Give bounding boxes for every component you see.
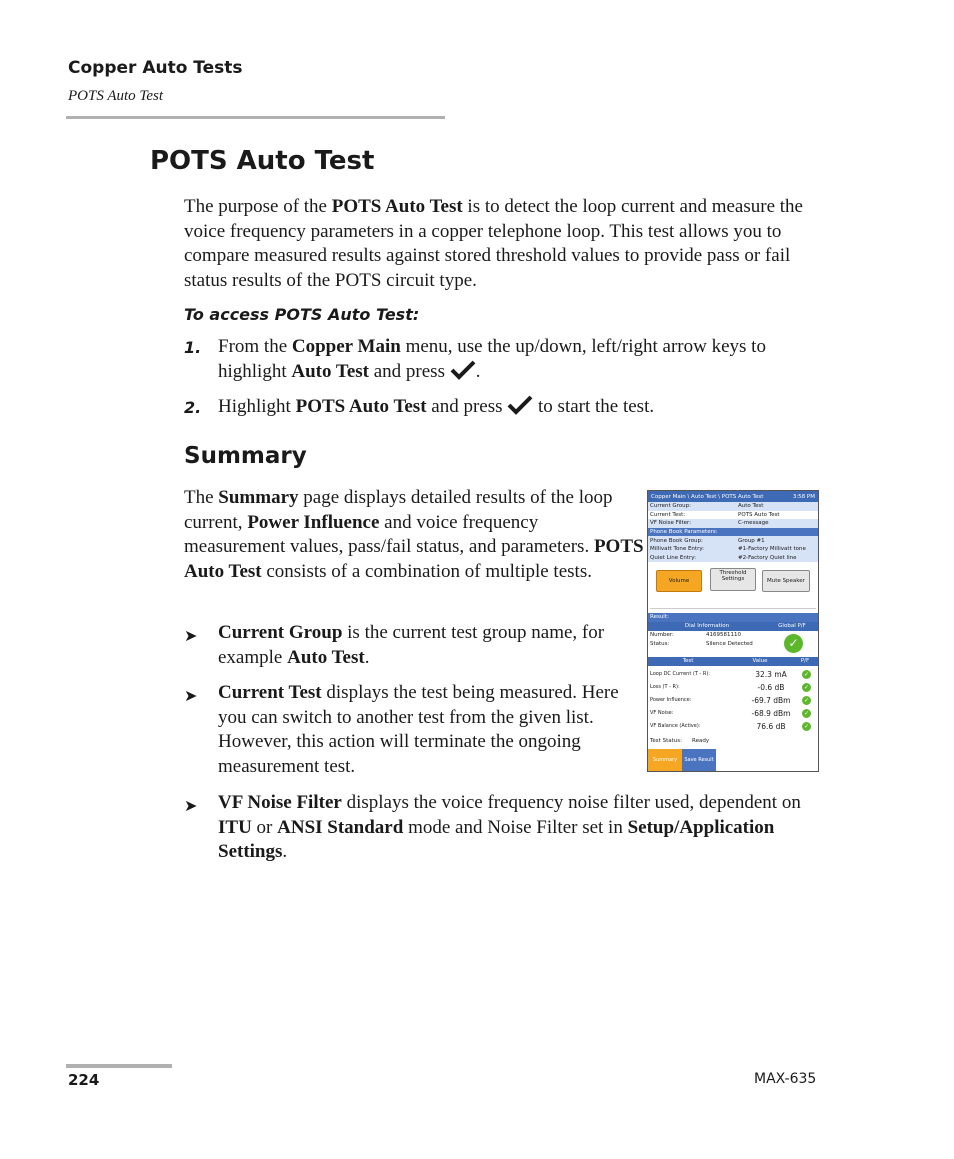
summary-paragraph: The Summary page displays detailed results of the loop current, Power Influence and voice frequency measurement values, pass/fail status, and parameters. POTS Auto Test consists of a combination of multiple tests. <box>184 487 644 582</box>
section-subtitle: POTS Auto Test <box>68 88 164 104</box>
param-value[interactable]: POTS Auto Test <box>738 511 780 518</box>
step-2: Highlight POTS Auto Test and press to start the test. <box>218 396 655 417</box>
bullet-arrow-icon: ➤ <box>184 798 198 815</box>
param-label: Current Test: <box>650 511 686 518</box>
intro-paragraph: The purpose of the POTS Auto Test is to detect the loop current and measure the voice frequency parameters in a copper telephone loop. This test allows you to compare measured results against stored threshold values to provide pass or fail status results of the POTS circuit type. <box>184 196 803 291</box>
global-pf-header: Global P/F <box>778 623 806 630</box>
page-title: POTS Auto Test <box>150 146 375 176</box>
dial-header <box>648 622 818 631</box>
device-screenshot <box>647 490 819 772</box>
test-status-value: Ready <box>692 737 710 744</box>
pass-icon: ✓ <box>803 683 810 691</box>
header-rule <box>66 116 445 119</box>
product-model: MAX-635 <box>754 1071 817 1087</box>
param-value[interactable]: Group #1 <box>738 537 765 544</box>
param-label: Quiet Line Entry: <box>650 554 696 561</box>
checkmark-key-icon <box>507 395 533 415</box>
table-row: VF Noise: -68.9 dBm ✓ <box>650 708 810 718</box>
summary-heading: Summary <box>184 443 307 469</box>
tab-save-result[interactable]: Save Result <box>682 749 716 771</box>
number-label: Number: <box>650 632 674 639</box>
page-number: 224 <box>68 1071 100 1089</box>
threshold-settings-button[interactable]: Threshold Settings <box>710 568 756 591</box>
bullet-current-group: Current Group is the current test group name, for example Auto Test. <box>218 622 605 668</box>
step-number: 1. <box>184 338 202 357</box>
bullet-vf-noise-filter: VF Noise Filter displays the voice frequency noise filter used, dependent on ITU or ANSI Standard mode and Noise Filter set in Setup/Application Settings. <box>218 792 801 863</box>
bullet-current-test: Current Test displays the test being measured. Here you can switch to another test from the given list. However, this action will terminate the ongoing measurement test. <box>218 682 619 777</box>
table-row: VF Balance (Active): 76.6 dB ✓ <box>650 721 810 731</box>
test-status-label: Test Status: <box>650 737 682 744</box>
footer-rule <box>66 1064 172 1068</box>
col-pf: P/F <box>800 658 810 665</box>
device-title-bar <box>648 491 818 502</box>
chapter-title: Copper Auto Tests <box>68 58 243 78</box>
pass-icon: ✓ <box>803 670 810 678</box>
step-number: 2. <box>184 398 202 417</box>
col-test: Test <box>682 658 694 665</box>
param-label: Current Group: <box>650 503 692 510</box>
result-label: Result: <box>650 614 669 621</box>
table-row: Loss (T - R): -0.6 dB ✓ <box>650 682 810 692</box>
col-value: Value <box>752 658 768 665</box>
status-value: Silence Detected <box>706 640 753 647</box>
results-table <box>648 666 818 733</box>
step-1: From the Copper Main menu, use the up/down, left/right arrow keys to highlight Auto Test and press . <box>218 336 766 382</box>
status-label: Status: <box>650 640 670 647</box>
dial-information-header: Dial Information <box>684 623 730 630</box>
table-row: Power Influence: -69.7 dBm ✓ <box>650 695 810 705</box>
param-label: Millivatt Tone Entry: <box>650 546 705 553</box>
device-clock: 3:58 PM <box>792 493 815 500</box>
procedure-heading: To access POTS Auto Test: <box>184 305 420 324</box>
param-value[interactable]: C-message <box>738 520 769 527</box>
bullet-arrow-icon: ➤ <box>184 688 198 705</box>
table-row: Loop DC Current (T - R): 32.3 mA ✓ <box>650 669 810 679</box>
volume-button[interactable]: Volume <box>656 570 702 592</box>
param-value[interactable]: #2-Factory Quiet line <box>738 554 797 561</box>
number-value: 4169581110 <box>706 632 741 639</box>
device-tabs <box>648 749 716 771</box>
pass-icon: ✓ <box>803 722 810 730</box>
pass-icon: ✓ <box>803 709 810 717</box>
test-status <box>648 738 818 744</box>
param-value[interactable]: #1-Factory Millivatt tone <box>738 546 806 553</box>
pass-icon: ✓ <box>803 696 810 704</box>
mute-speaker-button[interactable]: Mute Speaker <box>762 570 810 592</box>
param-label: VF Noise Filter: <box>650 520 692 527</box>
global-pass-icon: ✓ <box>784 634 803 653</box>
bullet-arrow-icon: ➤ <box>184 628 198 645</box>
tab-summary[interactable]: Summary <box>648 749 682 771</box>
results-table-header <box>648 657 818 666</box>
param-section-label: Phone Book Parameters: <box>650 529 718 536</box>
dial-info <box>648 631 818 657</box>
param-label: Phone Book Group: <box>650 537 703 544</box>
param-value[interactable]: Auto Test <box>738 503 764 510</box>
checkmark-key-icon <box>450 360 476 380</box>
device-breadcrumb: Copper Main \ Auto Test \ POTS Auto Test <box>651 493 764 500</box>
device-button-area <box>648 562 818 608</box>
device-params <box>648 502 818 562</box>
